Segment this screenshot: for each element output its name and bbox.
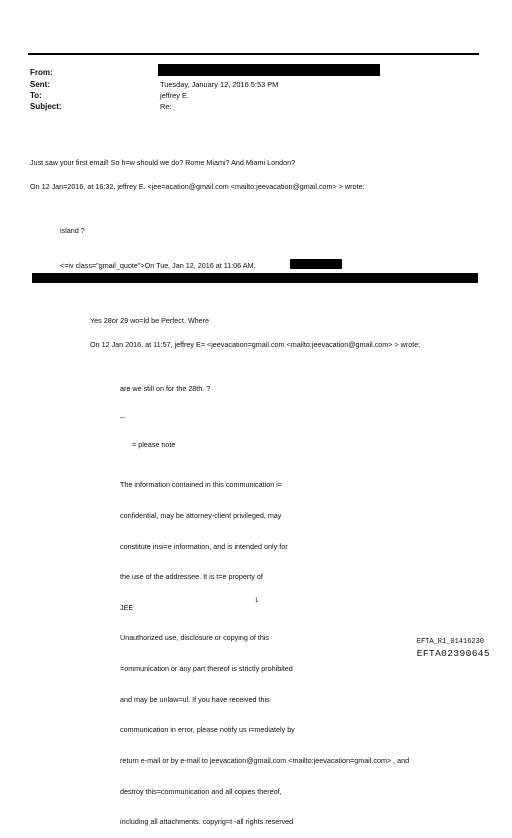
sent-value: Tuesday, January 12, 2016 5:53 PM	[160, 80, 279, 89]
sent-label: Sent:	[30, 80, 50, 89]
disclaimer-line: JEE	[120, 602, 134, 612]
footer-ref-2: EFTA02390645	[416, 648, 490, 659]
disclaimer-block	[120, 460, 409, 838]
header-rule	[28, 53, 479, 55]
from-redaction	[158, 64, 380, 76]
page-number: 1	[255, 598, 259, 604]
disclaimer-line: =ommunication or any part thereof is strictly prohibited	[120, 664, 293, 674]
subject-value: Re:	[160, 102, 172, 111]
disclaimer-line: constitute insi=e information, and is intended only for	[120, 541, 288, 551]
disclaimer-line: the use of the addressee. It is t=e property of	[120, 572, 263, 582]
to-value: jeffrey E.	[160, 91, 190, 100]
quote-redaction-2	[32, 273, 478, 283]
disclaimer-line: The information contained in this communication i=	[120, 480, 283, 490]
island-line: island ?	[60, 226, 85, 235]
quote-redaction-1	[290, 259, 342, 269]
reply-line: Yes 28or 29 wo=ld be Perfect. Where	[90, 316, 209, 325]
body-line-3: On 12 Jan 2016, at 11:57, jeffrey E= <jeevacation=gmail.com <mailto:jeevacation@gmail.com> > wrote:	[90, 340, 421, 349]
please-note-line: = please note	[132, 440, 176, 449]
disclaimer-line: confidential, may be attorney-client privileged, may	[120, 511, 282, 521]
disclaimer-line: Unauthorized use, disclosure or copying of this	[120, 633, 270, 643]
from-label: From:	[30, 68, 53, 77]
disclaimer-line: return e-mail or by e-mail to jeevacation@gmail.com <mailto:jeevacation=gmail.com> , and	[120, 755, 410, 765]
disclaimer-line: destroy this=communication and all copies thereof,	[120, 786, 282, 796]
body-line-1: Just saw your first email! So h=w should we do? Rome Miami? And Miami London?	[30, 158, 296, 167]
subject-label: Subject:	[30, 102, 62, 111]
quote-div-line: <=iv class="gmail_quote">On Tue, Jan 12, 2016 at 11:06 AM,	[60, 261, 256, 270]
still-on-line: are we still on for the 28th. ?	[120, 384, 211, 393]
disclaimer-line: communication in error, please notify us i=mediately by	[120, 725, 295, 735]
signature-dashes: --	[120, 413, 125, 422]
disclaimer-line: including all attachments. copyrig=t -all rights reserved	[120, 817, 294, 827]
body-line-2: On 12 Jan=2016, at 16:32, jeffrey E. <jee=acation@gmail.com <mailto:jeevacation@gmail.com> > wrote:	[30, 182, 365, 191]
footer-ref-1: EFTA_R1_01416230	[416, 638, 484, 646]
to-label: To:	[30, 91, 42, 100]
disclaimer-line: and may be unlaw=ul. If you have received this	[120, 694, 270, 704]
